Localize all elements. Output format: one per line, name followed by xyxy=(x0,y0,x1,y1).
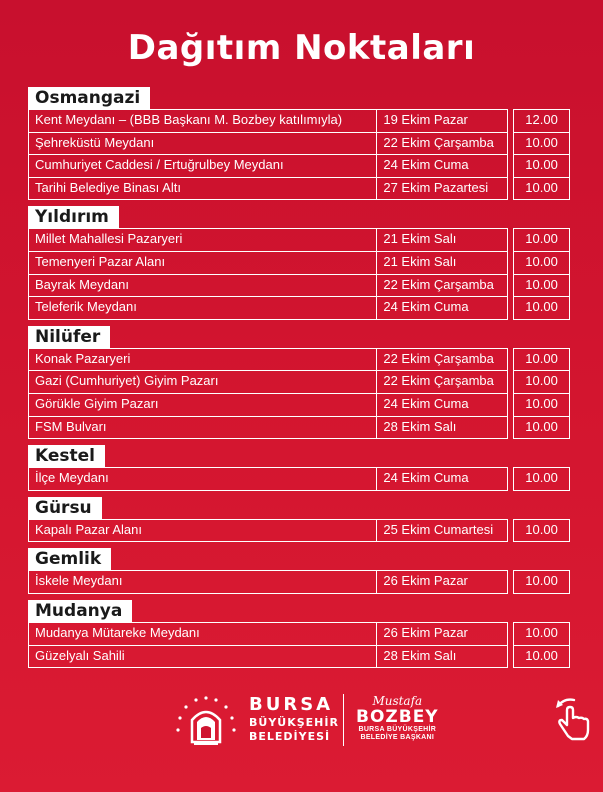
time-cell: 10.00 xyxy=(513,519,570,543)
date-cell: 24 Ekim Cuma xyxy=(376,393,508,417)
location-cell: Gazi (Cumhuriyet) Giyim Pazarı xyxy=(28,370,377,394)
table-row xyxy=(28,274,570,297)
mayor-signature xyxy=(356,694,439,742)
district-heading: Gemlik xyxy=(28,548,111,570)
time-cell: 10.00 xyxy=(513,228,570,252)
table-row xyxy=(28,416,570,439)
table-row xyxy=(28,645,570,668)
location-cell: Teleferik Meydanı xyxy=(28,296,377,320)
table-row xyxy=(28,370,570,393)
table-row xyxy=(28,519,570,542)
location-cell: Kent Meydanı – (BBB Başkanı M. Bozbey katılımıyla) xyxy=(28,109,377,133)
time-cell: 10.00 xyxy=(513,622,570,646)
table-row xyxy=(28,622,570,645)
location-cell: Cumhuriyet Caddesi / Ertuğrulbey Meydanı xyxy=(28,154,377,178)
time-cell: 10.00 xyxy=(513,416,570,440)
district-heading: Gürsu xyxy=(28,497,102,519)
time-cell: 10.00 xyxy=(513,467,570,491)
footer xyxy=(0,690,603,750)
table-row xyxy=(28,570,570,593)
table-row xyxy=(28,109,570,132)
district-section xyxy=(28,206,570,318)
date-cell: 27 Ekim Pazartesi xyxy=(376,177,508,201)
mayor-title-1: BURSA BÜYÜKŞEHİR xyxy=(358,726,437,733)
date-cell: 22 Ekim Çarşamba xyxy=(376,370,508,394)
time-cell: 10.00 xyxy=(513,296,570,320)
date-cell: 24 Ekim Cuma xyxy=(376,296,508,320)
date-cell: 24 Ekim Cuma xyxy=(376,467,508,491)
date-cell: 22 Ekim Çarşamba xyxy=(376,274,508,298)
location-cell: Temenyeri Pazar Alanı xyxy=(28,251,377,275)
location-cell: İskele Meydanı xyxy=(28,570,377,594)
table-row xyxy=(28,393,570,416)
date-cell: 21 Ekim Salı xyxy=(376,228,508,252)
time-cell: 12.00 xyxy=(513,109,570,133)
date-cell: 22 Ekim Çarşamba xyxy=(376,348,508,372)
brand-line-2: BÜYÜKŞEHİR xyxy=(249,716,339,729)
district-heading: Osmangazi xyxy=(28,87,150,109)
table-row xyxy=(28,296,570,319)
district-heading: Nilüfer xyxy=(28,326,110,348)
time-cell: 10.00 xyxy=(513,154,570,178)
time-cell: 10.00 xyxy=(513,570,570,594)
date-cell: 25 Ekim Cumartesi xyxy=(376,519,508,543)
location-cell: Güzelyalı Sahili xyxy=(28,645,377,669)
date-cell: 24 Ekim Cuma xyxy=(376,154,508,178)
district-section xyxy=(28,87,570,199)
table-row xyxy=(28,154,570,177)
district-section xyxy=(28,445,570,490)
district-section xyxy=(28,600,570,667)
district-section xyxy=(28,548,570,593)
table-row xyxy=(28,348,570,371)
location-cell: Tarihi Belediye Binası Altı xyxy=(28,177,377,201)
location-cell: Millet Mahallesi Pazaryeri xyxy=(28,228,377,252)
district-heading: Yıldırım xyxy=(28,206,119,228)
time-cell: 10.00 xyxy=(513,370,570,394)
page-title: Dağıtım Noktaları xyxy=(127,28,476,68)
time-cell: 10.00 xyxy=(513,393,570,417)
time-cell: 10.00 xyxy=(513,645,570,669)
time-cell: 10.00 xyxy=(513,348,570,372)
district-heading: Kestel xyxy=(28,445,105,467)
date-cell: 26 Ekim Pazar xyxy=(376,570,508,594)
distribution-list xyxy=(28,87,570,674)
location-cell: Bayrak Meydanı xyxy=(28,274,377,298)
footer-divider xyxy=(343,694,344,746)
time-cell: 10.00 xyxy=(513,132,570,156)
location-cell: Görükle Giyim Pazarı xyxy=(28,393,377,417)
brand-line-3: BELEDİYESİ xyxy=(249,730,331,743)
mayor-first-name: Mustafa xyxy=(372,694,423,708)
time-cell: 10.00 xyxy=(513,274,570,298)
swipe-hand-icon xyxy=(552,696,594,742)
date-cell: 28 Ekim Salı xyxy=(376,416,508,440)
date-cell: 26 Ekim Pazar xyxy=(376,622,508,646)
date-cell: 28 Ekim Salı xyxy=(376,645,508,669)
location-cell: Mudanya Mütareke Meydanı xyxy=(28,622,377,646)
brand-line-1: BURSA xyxy=(249,694,334,715)
district-section xyxy=(28,326,570,438)
time-cell: 10.00 xyxy=(513,251,570,275)
date-cell: 22 Ekim Çarşamba xyxy=(376,132,508,156)
mayor-title-2: BELEDİYE BAŞKANI xyxy=(360,734,435,741)
time-cell: 10.00 xyxy=(513,177,570,201)
municipality-wordmark xyxy=(249,696,339,742)
location-cell: FSM Bulvarı xyxy=(28,416,377,440)
district-section xyxy=(28,497,570,542)
table-row xyxy=(28,177,570,200)
location-cell: İlçe Meydanı xyxy=(28,467,377,491)
location-cell: Şehreküstü Meydanı xyxy=(28,132,377,156)
table-row xyxy=(28,132,570,155)
bursa-municipality-emblem-icon xyxy=(172,690,240,750)
table-row xyxy=(28,228,570,251)
location-cell: Kapalı Pazar Alanı xyxy=(28,519,377,543)
table-row xyxy=(28,251,570,274)
table-row xyxy=(28,467,570,490)
date-cell: 19 Ekim Pazar xyxy=(376,109,508,133)
date-cell: 21 Ekim Salı xyxy=(376,251,508,275)
location-cell: Konak Pazaryeri xyxy=(28,348,377,372)
mayor-last-name: BOZBEY xyxy=(356,707,439,727)
district-heading: Mudanya xyxy=(28,600,132,622)
